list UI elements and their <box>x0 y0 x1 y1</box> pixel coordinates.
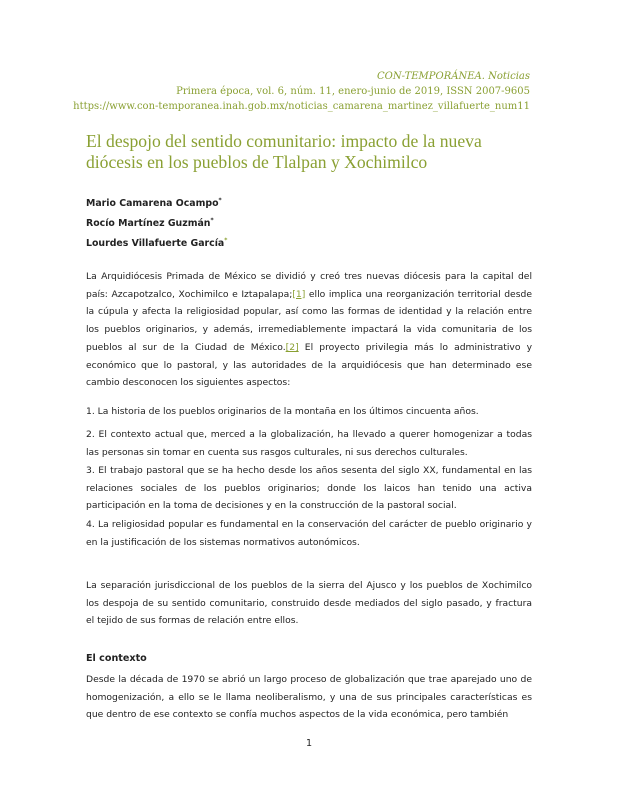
article-url[interactable]: https://www.con-temporanea.inah.gob.mx/noticias_camarena_martinez_villafuerte_num11 <box>73 101 530 112</box>
author-1: Mario Camarena Ocampo* <box>86 197 222 209</box>
author-2: Rocío Martínez Guzmán* <box>86 217 214 229</box>
list-item: 2. El contexto actual que, merced a la globalización, ha llevado a querer homogenizar a todas las personas sin tomar en cuenta sus rasgos culturales, ni sus derechos culturales. <box>86 429 532 458</box>
list-item: 1. La historia de los pueblos originarios de la montaña en los últimos cincuenta años. <box>86 406 479 417</box>
section-heading: El contexto <box>86 653 147 664</box>
intro-paragraph: La Arquidiócesis Primada de México se dividió y creó tres nuevas diócesis para la capital del país: Azcapotzalco, Xochimilco e Iztapalapa;[1] ello implica una reorganización territorial desde la cúpula y afecta la religiosidad popular, así como las formas de identidad y la relación entre los pueblos originarios, y además, irremediablemente impactará la vida comunitaria de los pueblos al sur de la Ciudad de México.[2] El proyecto privilegia más lo administrativo y económico que lo pastoral, y las autoridades de la arquidiócesis que han determinado ese cambio desconocen los siguientes aspectos: <box>86 271 532 389</box>
list-item: 4. La religiosidad popular es fundamental en la conservación del carácter de pueblo originario y en la justificación de los sistemas normativos autonómicos. <box>86 519 532 548</box>
page-number: 1 <box>305 738 313 749</box>
article-title: El despojo del sentido comunitario: impacto de la nueva diócesis en los pueblos de Tlalpan y Xochimilco <box>86 131 482 172</box>
list-item: 3. El trabajo pastoral que se ha hecho desde los años sesenta del siglo XX, fundamental en las relaciones sociales de los pueblos originarios; donde los laicos han tenido una activa participación en la toma de decisiones y en la construcción de la pastoral social. <box>86 465 532 512</box>
journal-name: CON-TEMPORÁNEA. Noticias <box>376 71 530 82</box>
footnote-link-2[interactable]: [2] <box>285 341 299 353</box>
context-paragraph: Desde la década de 1970 se abrió un largo proceso de globalización que trae aparejado uno de homogenización, a ello se le llama neoliberalismo, y una de sus principales características es que dentro de ese contexto se confía muchos aspectos de la vida económica, pero también <box>86 674 532 721</box>
author-3-mark[interactable]: * <box>224 237 228 244</box>
author-list <box>86 192 227 252</box>
closing-paragraph: La separación jurisdiccional de los pueblos de la sierra del Ajusco y los pueblos de Xochimilco los despoja de su sentido comunitario, construido desde mediados del siglo pasado, y fractura el tejido de sus formas de relación entre ellos. <box>86 580 532 627</box>
issue-info: Primera época, vol. 6, núm. 11, enero-junio de 2019, ISSN 2007-9605 <box>176 86 530 97</box>
author-1-mark: * <box>218 197 222 204</box>
footnote-link-1[interactable]: [1] <box>292 288 306 300</box>
journal-header <box>73 69 530 114</box>
author-3: Lourdes Villafuerte García* <box>86 237 228 249</box>
author-2-mark: * <box>210 217 214 224</box>
